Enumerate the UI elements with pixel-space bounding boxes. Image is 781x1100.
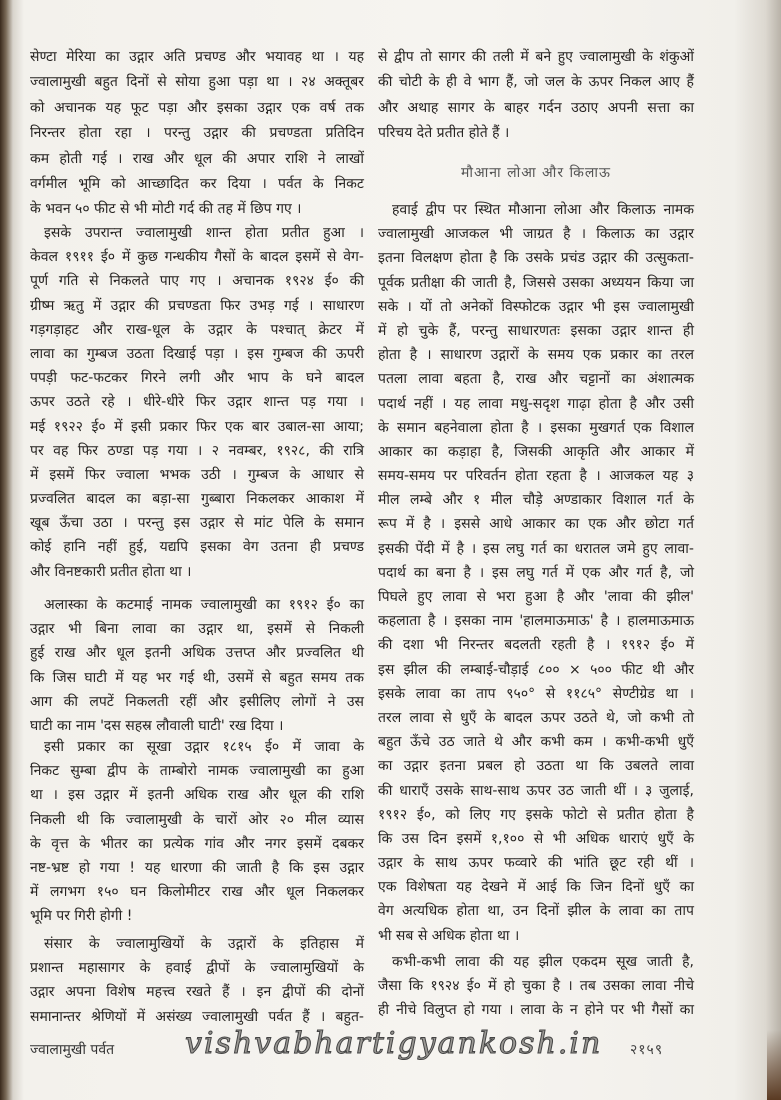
text-line: वेग अत्यधिक होता था, उन दिनों झील के लावा का ताप (378, 903, 694, 920)
text-line: केवल १९११ ई० में कुछ गन्धकीय गैसों के बादल इसमें से वेग- (30, 249, 364, 266)
text-line: ज्वालामुखी बहुत दिनों से सोया हुआ पड़ा था । २४ अक्तूबर (30, 74, 364, 91)
paragraph (30, 932, 364, 1029)
text-line: समय-समय पर परिवर्तन होता रहता है । आजकल यह ३ (378, 468, 694, 485)
paragraph (378, 198, 694, 948)
text-line: १९१२ ई०, को लिए गए इसके फोटो से प्रतीत होता है (378, 806, 694, 823)
text-line: हवाई द्वीप पर स्थित मौआना लोआ और किलाऊ नामक (392, 202, 694, 218)
text-line: घाटी का नाम 'दस सहस्र लौवाली घाटी' रख दिया । (30, 717, 284, 734)
text-line: आग की लपटें निकलती रहीं और इसीलिए लोगों ने उस (30, 693, 364, 710)
text-line: प्रज्वलित बादल का बड़ा-सा गुब्बारा निकलकर आकाश में (30, 491, 364, 508)
text-line: बहुत ऊँचे उठ जाते थे और कभी कम । कभी-कभी धुएँ (378, 734, 694, 751)
text-line: ऊपर उठते रहे । धीरे-धीरे फिर उद्गार शान्त पड़ गया । (30, 394, 364, 411)
text-line: भूमि पर गिरी होगी ! (30, 908, 133, 925)
watermark: vishvabhartigyankosh.in (185, 1026, 603, 1061)
text-line: कम होती गई । राख और धूल की अपार राशि ने लाखों (30, 150, 364, 167)
text-line: इसी प्रकार का सूखा उद्गार १८१५ ई० में जावा के (44, 739, 364, 755)
paragraph (378, 950, 694, 1023)
text-line: समानान्तर श्रेणियों में असंख्य ज्वालामुखी पर्वत हैं । बहुत- (30, 1008, 364, 1025)
text-line: पपड़ी फट-फटकर गिरने लगी और भाप के घने बादल (30, 370, 364, 387)
text-line: लावा का गुम्बज उठता दिखाई पड़ा । इस गुम्बज की ऊपरी (30, 345, 364, 362)
text-line: हुई राख और धूल इतनी अधिक उत्तप्त और प्रज्वलित थी (30, 645, 364, 662)
text-line: होता है । साधारण उद्गारों के समय एक प्रकार का तरल (378, 347, 694, 364)
text-line: आकार का कड़ाहा है, जिसकी आकृति और आकार में (378, 443, 694, 460)
text-line: पतला लावा बहता है, राख और चट्टानों का अंशात्मक (378, 371, 694, 388)
text-line: परिचय देते प्रतीत होते हैं । (378, 125, 510, 142)
text-line: की दशा भी निरन्तर बदलती रहती है । १९१२ ई० में (378, 637, 694, 654)
paragraph (30, 735, 364, 929)
text-line: पर वह फिर ठण्डा पड़ गया । २ नवम्बर, १९२८, की रात्रि (30, 442, 364, 459)
text-line: एक विशेषता यह देखने में आई कि जिन दिनों धुएँ का (378, 879, 694, 896)
text-line: रूप में है । इससे आधे आकार का एक और छोटा गर्त (378, 516, 694, 533)
text-line: निकट सुम्बा द्वीप के ताम्बोरो नामक ज्वालामुखी का हुआ (30, 763, 364, 780)
text-line: मील लम्बे और १ मील चौड़े अण्डाकार विशाल गर्त के (378, 492, 694, 509)
text-line: पिघले हुए लावा से भरा हुआ है और 'लावा की झील' (378, 589, 694, 605)
text-line: से द्वीप तो सागर की तली में बने हुए ज्वालामुखी के शंकुओं (378, 49, 694, 65)
text-line: में इसमें फिर ज्वाला भभक उठी । गुम्बज के आधार से (30, 466, 364, 483)
text-line: पूर्वक प्रतीक्षा की जाती है, जिससे उसका अध्ययन किया जा (378, 274, 694, 291)
section-heading: मौआना लोआ और किलाऊ (460, 165, 611, 181)
text-line: इसके लावा का ताप ९५०° से ११८५° सेण्टीग्रेड था । (378, 685, 694, 702)
text-line: कोई हानि नहीं हुई, यद्यपि इसका वेग उतना ही प्रचण्ड (30, 539, 364, 556)
text-line: अलास्का के कटमाई नामक ज्वालामुखी का १९१२ ई० का (44, 597, 364, 613)
text-line: के समान बहनेवाला होता है । इसका मुखगर्त एक विशाल (378, 419, 694, 436)
text-line: में हो चुके हैं, परन्तु साधारणतः इसका उद्गार शान्त ही (378, 322, 694, 339)
text-line: खूब ऊँचा उठा । परन्तु इस उद्गार से मांट पेलि के समान (30, 515, 364, 532)
text-line: को अचानक यह फूट पड़ा और इसका उद्गार एक वर्ष तक (30, 99, 364, 116)
text-line: भी सब से अधिक होता था । (378, 927, 520, 944)
text-line: के भवन ५० फीट से भी मोटी गर्द की तह में छिप गए । (30, 201, 302, 218)
text-line: था । इस उद्गार में इतनी अधिक राख और धूल की राशि (30, 787, 364, 804)
text-line: इसके उपरान्त ज्वालामुखी शान्त होता प्रतीत हुआ । (44, 225, 364, 241)
text-line: ग्रीष्म ऋतु में उद्गार की प्रचण्डता फिर उभड़ गई । साधारण (30, 297, 364, 314)
text-line: संसार के ज्वालामुखियों के उद्गारों के इतिहास में (44, 936, 364, 952)
text-line: का उद्गार इतना प्रबल हो उठता था कि उबलते लावा (378, 758, 694, 775)
paragraph (378, 45, 694, 147)
text-line: वर्गमील भूमि को आच्छादित कर दिया । पर्वत के निकट (30, 175, 364, 192)
text-line: की चोटी के ही वे भाग हैं, जो जल के ऊपर निकल आए हैं (378, 74, 694, 91)
text-line: ज्वालामुखी आजकल भी जाग्रत है । किलाऊ का उद्गार (378, 226, 694, 243)
text-line: में लगभग १५० घन किलोमीटर राख और धूल निकलकर (30, 884, 364, 901)
page-edge-shadow (767, 1030, 781, 1100)
text-line: इतना विलक्षण होता है कि उसके प्रचंड उद्गार की उत्सुकता- (378, 250, 694, 267)
text-line: की धाराएँ उसके साथ-साथ ऊपर उठ जाती थीं । ३ जुलाई, (378, 782, 694, 799)
text-line: इस झील की लम्बाई-चौड़ाई ८०० × ५०० फीट थी और (378, 661, 694, 678)
text-line: पूर्ण गति से निकलते पाए गए । अचानक १९२४ ई० की (30, 273, 364, 290)
text-line: पदार्थ नहीं । यह लावा मधु-सदृश गाढ़ा होता है और उसी (378, 395, 694, 412)
paragraph (30, 593, 364, 738)
text-line: कभी-कभी लावा की यह झील एकदम सूख जाती है, (392, 954, 694, 970)
text-line: कि उस दिन इसमें १,१०० से भी अधिक धाराएं धुएँ के (378, 830, 694, 847)
paragraph (30, 45, 364, 223)
text-line: नष्ट-भ्रष्ट हो गया ! यह धारणा की जाती है कि इस उद्गार (30, 859, 364, 876)
text-line: पदार्थ का बना है । इस लघु गर्त में एक और गर्त है, जो (378, 564, 694, 581)
text-line: के वृत्त के भीतर का प्रत्येक गांव और नगर इसमें दबकर (30, 835, 364, 852)
text-line: इसकी पेंदी में है । इस लघु गर्त का धरातल जमे हुए लावा- (378, 540, 694, 557)
text-line: जैसा कि १९२४ ई० में हो चुका है । तब उसका लावा नीचे (378, 978, 694, 995)
running-footer-title: ज्वालामुखी पर्वत (30, 1042, 115, 1058)
text-line: प्रशान्त महासागर के हवाई द्वीपों के ज्वालामुखियों के (30, 960, 364, 977)
text-line: उद्गार अपना विशेष महत्त्व रखते हैं । इन द्वीपों की दोनों (30, 984, 364, 1001)
text-line: सेण्टा मेरिया का उद्गार अति प्रचण्ड और भयावह था । यह (30, 49, 364, 65)
text-line: और विनष्टकारी प्रतीत होता था । (30, 563, 192, 580)
text-line: उद्गार के साथ ऊपर फव्वारे की भांति छूट रही थीं । (378, 855, 694, 872)
text-line: तरल लावा से धुएँ के बादल ऊपर उठते थे, जो कभी तो (378, 709, 694, 726)
text-line: और अथाह सागर के बाहर गर्दन उठाए अपनी सत्ता का (378, 99, 694, 116)
page-number: २१५९ (630, 1042, 664, 1058)
text-line: गड़गड़ाहट और राख-धूल के उद्गार के पश्चात् क्रेटर में (30, 321, 364, 338)
text-line: निकली थी कि ज्वालामुखी के चारों ओर २० मील व्यास (30, 811, 364, 828)
text-line: निरन्तर होता रहा । परन्तु उद्गार की प्रचण्डता प्रतिदिन (30, 125, 364, 142)
text-line: ही नीचे विलुप्त हो गया । लावा के न होने पर भी गैसों का (378, 1002, 694, 1019)
text-line: मई १९२२ ई० में इसी प्रकार फिर एक बार उबाल-सा आया; (30, 418, 364, 435)
paragraph (30, 221, 364, 584)
text-line: कहलाता है । इसका नाम 'हालमाऊमाऊ' है । हालमाऊमाऊ (378, 613, 694, 630)
text-line: उद्गार भी बिना लावा का उद्गार था, इसमें से निकली (30, 621, 364, 638)
text-line: कि जिस घाटी में यह भर गई थी, उसमें से बहुत समय तक (30, 669, 364, 686)
text-line: सके । यों तो अनेकों विस्फोटक उद्गार भी इस ज्वालामुखी (378, 298, 694, 315)
